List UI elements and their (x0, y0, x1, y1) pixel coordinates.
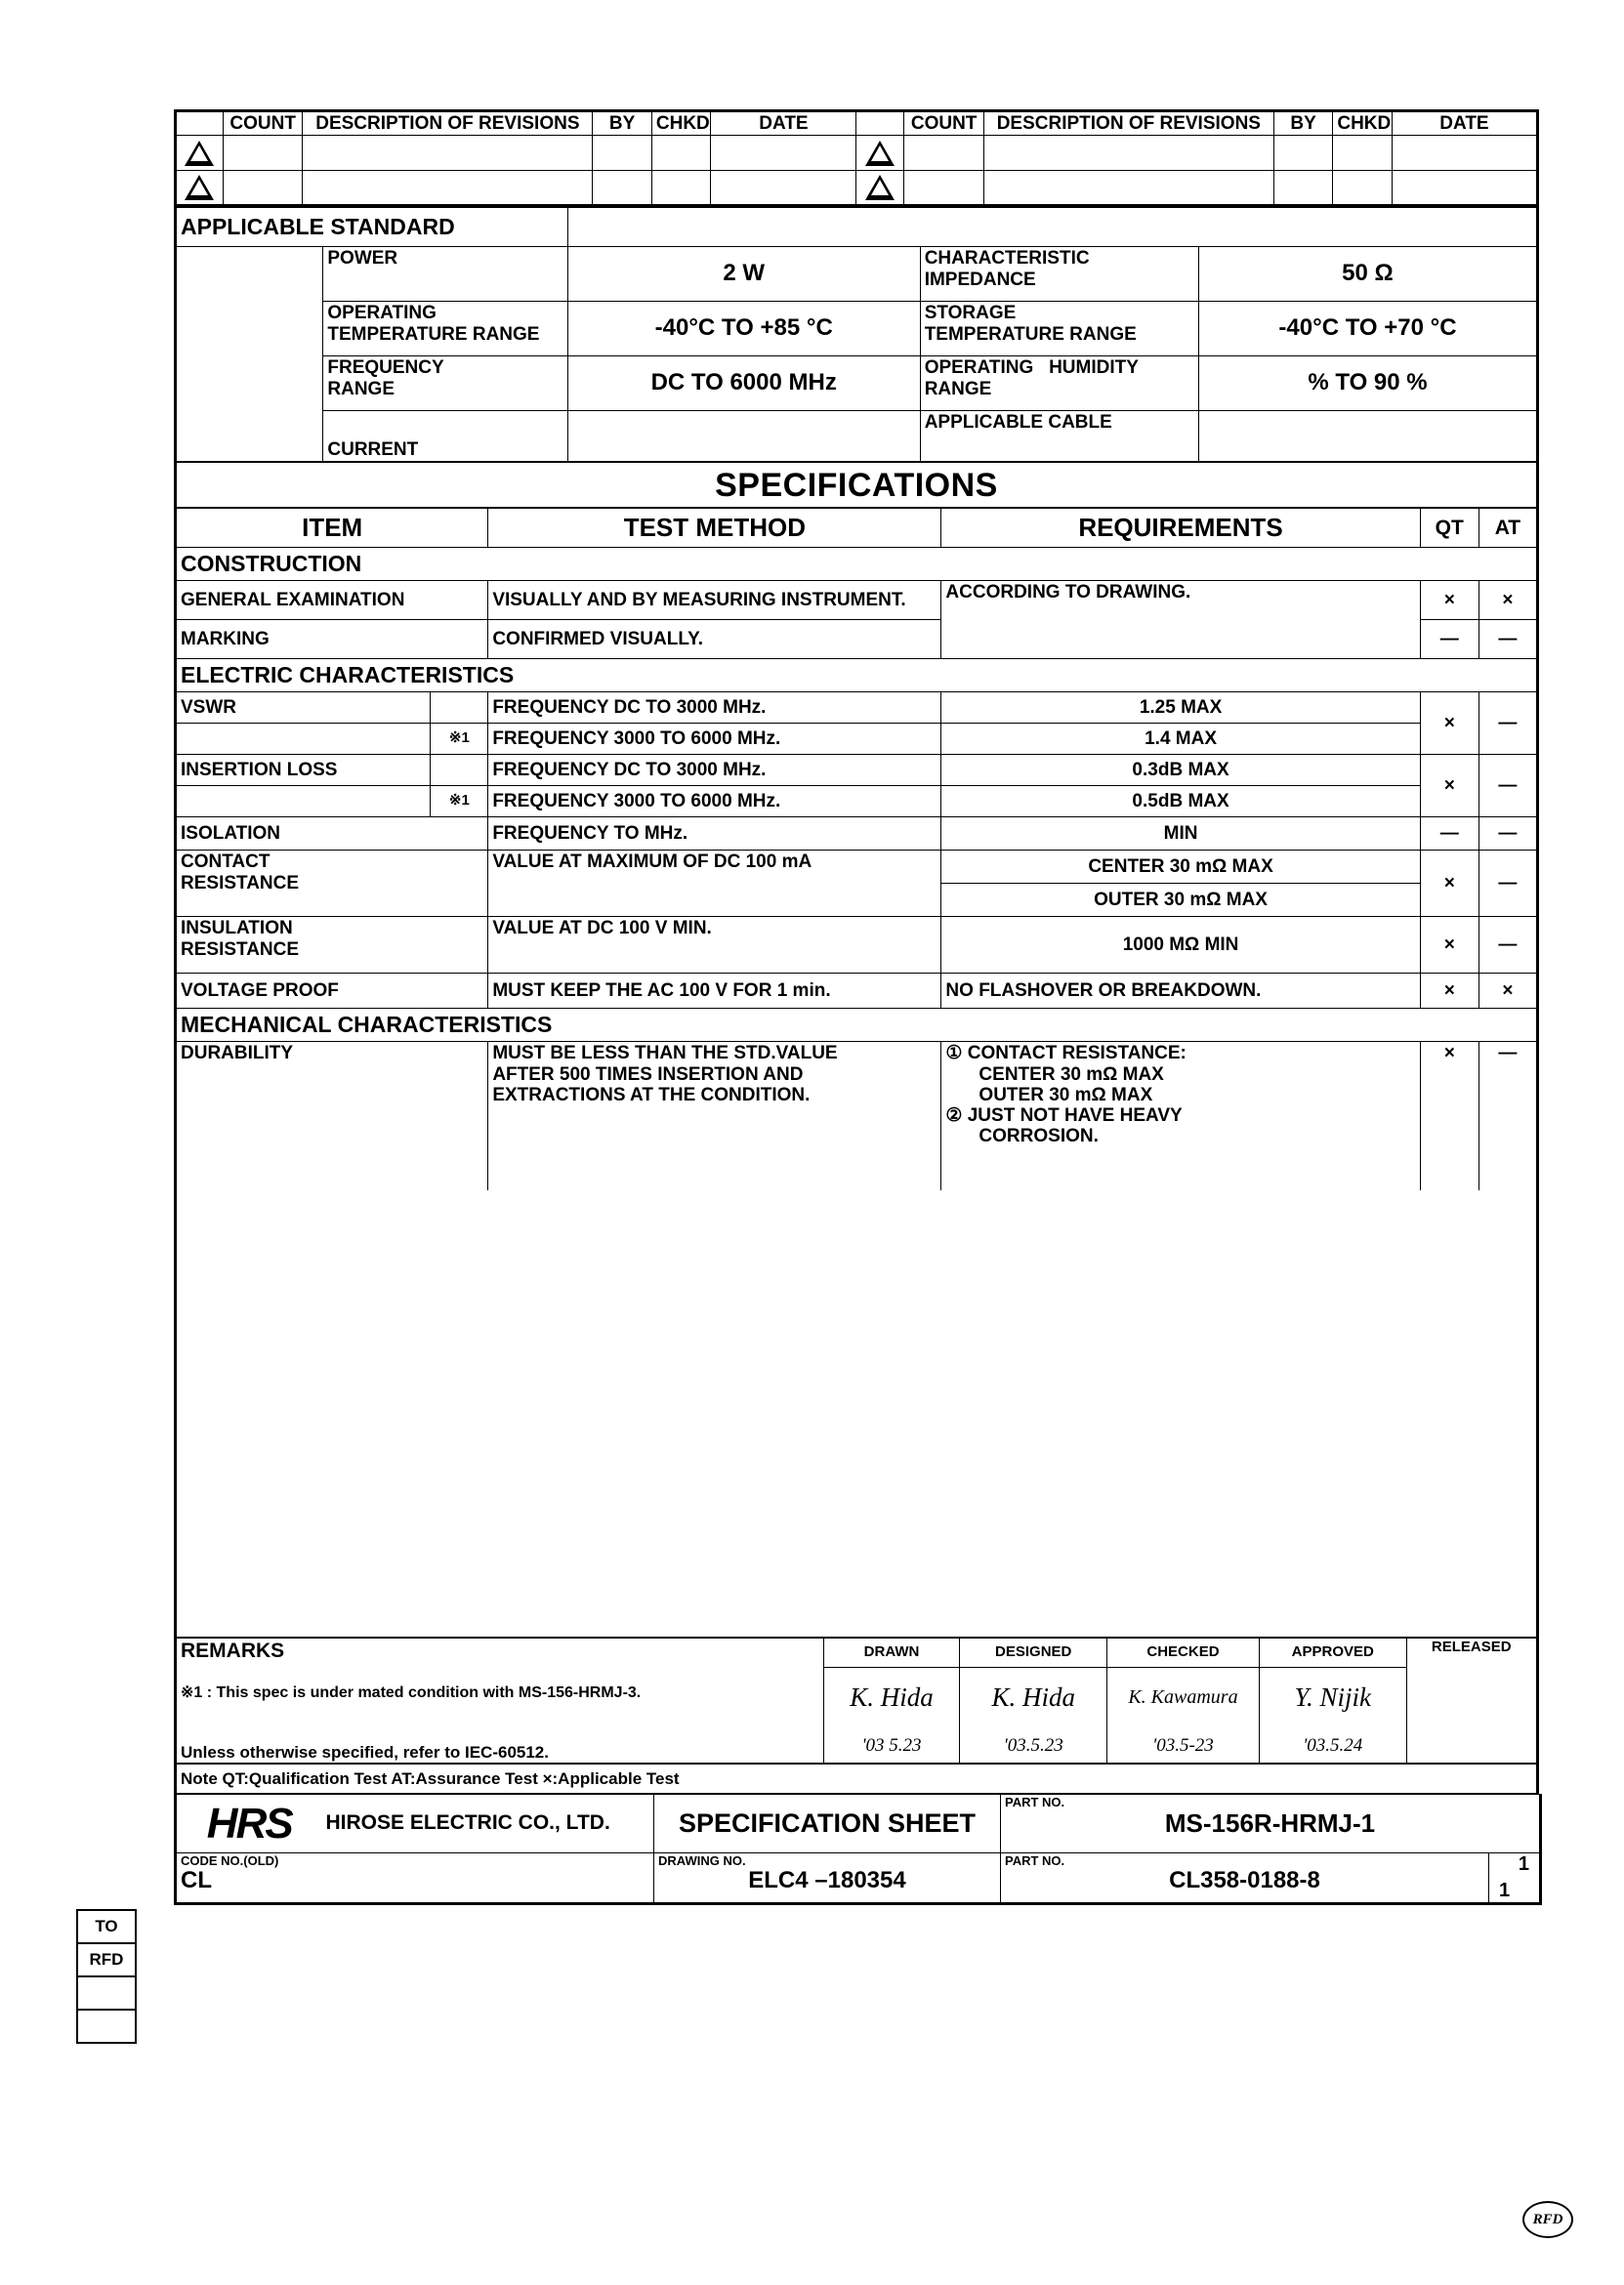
test-voltage-proof: MUST KEEP THE AC 100 V FOR 1 min. (488, 974, 941, 1009)
spec-row (176, 974, 1538, 1009)
rev-count-left (223, 136, 303, 171)
item-contact-resistance: CONTACT RESISTANCE (176, 851, 488, 917)
param-value-impedance: 50 Ω (1198, 247, 1537, 302)
req-contact-outer: OUTER 30 mΩ MAX (941, 884, 1420, 917)
stub-blank-1 (76, 1975, 137, 2011)
req-vswr-high: 1.4 MAX (941, 724, 1420, 755)
param-label-storage-temp: STORAGE TEMPERATURE RANGE (920, 302, 1198, 356)
note-qualification-assurance: Note QT:Qualification Test AT:Assurance Test ×:Applicable Test (176, 1764, 1538, 1793)
blank-fill-row (176, 1190, 1538, 1638)
date-designed: '03.5.23 (960, 1728, 1107, 1764)
req-durability-line5: CORROSION. (979, 1126, 1099, 1147)
section-heading-construction: CONSTRUCTION (176, 548, 1538, 581)
rev-count-header-right: COUNT (904, 111, 984, 136)
item-note-insertion-high: ※1 (431, 786, 488, 817)
rev-chkd-left (651, 136, 711, 171)
page-total: 1 (1518, 1853, 1530, 1876)
item-marking: MARKING (176, 620, 488, 659)
rev-desc-left (303, 136, 593, 171)
spec-col-item: ITEM (176, 509, 488, 548)
revision-triangle-marker (176, 136, 224, 171)
applicable-standard-table (174, 207, 1539, 462)
item-general-examination: GENERAL EXAMINATION (176, 581, 488, 620)
req-insertion-low: 0.3dB MAX (941, 755, 1420, 786)
remarks-approval-table (174, 1638, 1539, 1763)
section-heading-electric: ELECTRIC CHARACTERISTICS (176, 659, 1538, 692)
title-block-secondary-row (176, 1852, 1541, 1903)
test-insulation-resistance: VALUE AT DC 100 V MIN. (488, 917, 941, 974)
drawing-no-label: DRAWING NO. (658, 1852, 746, 1868)
drawing-sheet (174, 109, 1539, 2121)
rev-chkd-header-right: CHKD (1333, 111, 1393, 136)
qt-insulation-resistance: × (1420, 917, 1478, 974)
remarks-note-1: ※1 : This spec is under mated condition with MS-156-HRMJ-3. (181, 1683, 642, 1701)
part-no-label: PART NO. (1005, 1794, 1065, 1809)
triangle-icon (185, 141, 214, 166)
rev-date-right (1392, 171, 1537, 206)
page-current: 1 (1499, 1879, 1511, 1901)
item-durability: DURABILITY (176, 1042, 488, 1191)
param-value-storage-temp: -40°C TO +70 °C (1198, 302, 1537, 356)
section-heading-mechanical: MECHANICAL CHARACTERISTICS (176, 1009, 1538, 1042)
part-no-label-2: PART NO. (1005, 1852, 1065, 1868)
param-spacer-cell (176, 247, 323, 462)
at-general-examination: × (1478, 581, 1537, 620)
param-label-power: POWER (323, 247, 567, 302)
rev-by-header-left: BY (593, 111, 652, 136)
spec-col-requirements: REQUIREMENTS (941, 509, 1420, 548)
spec-row (176, 817, 1538, 851)
item-note-insertion (431, 755, 488, 786)
param-value-current (567, 411, 920, 462)
rev-count-header-left: COUNT (223, 111, 303, 136)
remarks-cell (176, 1639, 824, 1763)
revision-row (176, 136, 1538, 171)
signature-drawn: K. Hida (823, 1667, 960, 1728)
document-type: SPECIFICATION SHEET (654, 1794, 1001, 1852)
drawing-no-value: ELC4 –180354 (748, 1867, 906, 1894)
test-insertion-high: FREQUENCY 3000 TO 6000 MHz. (488, 786, 941, 817)
page-divider (1515, 1877, 1517, 1878)
req-durability-line4: ② JUST NOT HAVE HEAVY (945, 1105, 1183, 1127)
spec-col-qt: QT (1420, 509, 1478, 548)
rev-desc-header-right: DESCRIPTION OF REVISIONS (983, 111, 1273, 136)
rev-count-left (223, 171, 303, 206)
approval-col-checked: CHECKED (1107, 1639, 1260, 1667)
at-voltage-proof: × (1478, 974, 1537, 1009)
spec-row (176, 581, 1538, 620)
section-heading-row (176, 548, 1538, 581)
qt-isolation: — (1420, 817, 1478, 851)
at-vswr: — (1478, 692, 1537, 755)
signature-designed: K. Hida (960, 1667, 1107, 1728)
rev-by-left (593, 171, 652, 206)
part-no-value-2: CL358-0188-8 (1169, 1867, 1320, 1894)
qt-voltage-proof: × (1420, 974, 1478, 1009)
rev-desc-right (983, 136, 1273, 171)
test-vswr-low: FREQUENCY DC TO 3000 MHz. (488, 692, 941, 724)
param-label-frequency: FREQUENCY RANGE (323, 356, 567, 411)
at-isolation: — (1478, 817, 1537, 851)
item-vswr-cont (176, 724, 431, 755)
param-label-current: CURRENT (323, 411, 567, 462)
req-durability-line3: OUTER 30 mΩ MAX (979, 1084, 1153, 1105)
specifications-table (174, 508, 1539, 1638)
revision-triangle-marker (856, 136, 904, 171)
param-value-cable (1198, 411, 1537, 462)
signature-checked: K. Kawamura (1107, 1667, 1260, 1728)
spec-row (176, 692, 1538, 724)
spec-title-table (174, 462, 1539, 508)
test-vswr-high: FREQUENCY 3000 TO 6000 MHz. (488, 724, 941, 755)
code-number-cell (176, 1852, 654, 1903)
qt-marking: — (1420, 620, 1478, 659)
company-name: HIROSE ELECTRIC CO., LTD. (322, 1794, 654, 1852)
left-edge-stubs (76, 1909, 137, 2042)
triangle-icon (865, 141, 895, 166)
spec-row (176, 755, 1538, 786)
specifications-title: SPECIFICATIONS (176, 463, 1538, 508)
rev-desc-header-left: DESCRIPTION OF REVISIONS (303, 111, 593, 136)
rev-date-right (1392, 136, 1537, 171)
test-general-examination: VISUALLY AND BY MEASURING INSTRUMENT. (488, 581, 941, 620)
param-label-operating-temp: OPERATING TEMPERATURE RANGE (323, 302, 567, 356)
approval-col-released: RELEASED (1406, 1639, 1537, 1763)
triangle-icon (185, 175, 214, 200)
applicable-standard-label: APPLICABLE STANDARD (176, 208, 568, 247)
rev-chkd-left (651, 171, 711, 206)
rev-chkd-right (1333, 171, 1393, 206)
code-no-label: CODE NO.(OLD) (181, 1852, 279, 1868)
remarks-title: REMARKS (181, 1640, 285, 1663)
item-note-vswr-high: ※1 (431, 724, 488, 755)
rev-chkd-header-left: CHKD (651, 111, 711, 136)
param-value-humidity: % TO 90 % (1198, 356, 1537, 411)
test-marking: CONFIRMED VISUALLY. (488, 620, 941, 659)
test-durability (488, 1042, 941, 1191)
test-durability-line2: AFTER 500 TIMES INSERTION AND (492, 1063, 804, 1085)
param-value-operating-temp: -40°C TO +85 °C (567, 302, 920, 356)
spec-row (176, 724, 1538, 755)
spec-row-durability (176, 1042, 1538, 1191)
page-number-cell (1489, 1852, 1541, 1903)
item-insertion-cont (176, 786, 431, 817)
at-durability: — (1478, 1042, 1537, 1191)
stub-to: TO (76, 1909, 137, 1944)
revision-header-row (176, 111, 1538, 136)
test-durability-line3: EXTRACTIONS AT THE CONDITION. (492, 1084, 811, 1105)
rev-count-right (904, 171, 984, 206)
section-heading-row (176, 659, 1538, 692)
at-contact-resistance: — (1478, 851, 1537, 917)
spec-header-row (176, 509, 1538, 548)
rev-date-left (711, 171, 856, 206)
at-insulation-resistance: — (1478, 917, 1537, 974)
req-insulation-resistance: 1000 MΩ MIN (941, 917, 1420, 974)
applicable-standard-value (567, 208, 1537, 247)
item-note-vswr (431, 692, 488, 724)
note-line-table (174, 1764, 1539, 1794)
stub-rfd: RFD (76, 1942, 137, 1977)
test-durability-line1: MUST BE LESS THAN THE STD.VALUE (492, 1043, 838, 1064)
hrs-logo: HRS (176, 1794, 322, 1852)
rev-mark-col-right (856, 111, 904, 136)
part-number-cell (1001, 1794, 1541, 1852)
req-durability-line1: ① CONTACT RESISTANCE: (945, 1043, 1187, 1064)
spec-row (176, 851, 1538, 884)
item-insertion-loss: INSERTION LOSS (176, 755, 431, 786)
revision-row (176, 171, 1538, 206)
spec-col-at: AT (1478, 509, 1537, 548)
rev-desc-right (983, 171, 1273, 206)
item-isolation: ISOLATION (176, 817, 488, 851)
approval-col-designed: DESIGNED (960, 1639, 1107, 1667)
remarks-note-2: Unless otherwise specified, refer to IEC-60512. (181, 1742, 549, 1762)
approval-col-approved: APPROVED (1259, 1639, 1406, 1667)
remarks-header-row (176, 1639, 1538, 1667)
title-block-main-row (176, 1794, 1541, 1852)
date-drawn: '03 5.23 (823, 1728, 960, 1764)
rev-date-header-right: DATE (1392, 111, 1537, 136)
test-contact-resistance: VALUE AT MAXIMUM OF DC 100 mA (488, 851, 941, 917)
req-vswr-low: 1.25 MAX (941, 692, 1420, 724)
rev-by-header-right: BY (1273, 111, 1333, 136)
code-no-value: CL (181, 1867, 212, 1894)
approval-col-drawn: DRAWN (823, 1639, 960, 1667)
param-row-current (176, 411, 1538, 462)
triangle-icon (865, 175, 895, 200)
param-row-power (176, 247, 1538, 302)
param-row-frequency (176, 356, 1538, 411)
revision-table (174, 109, 1539, 207)
param-label-impedance: CHARACTERISTIC IMPEDANCE (920, 247, 1198, 302)
revision-triangle-marker (856, 171, 904, 206)
qt-insertion-loss: × (1420, 755, 1478, 817)
drawing-number-cell (654, 1852, 1001, 1903)
param-value-frequency: DC TO 6000 MHz (567, 356, 920, 411)
req-general-examination: ACCORDING TO DRAWING. (941, 581, 1420, 659)
applicable-standard-title-row (176, 208, 1538, 247)
param-label-humidity: OPERATING HUMIDITY RANGE (920, 356, 1198, 411)
rev-by-left (593, 136, 652, 171)
qt-durability: × (1420, 1042, 1478, 1191)
spec-row (176, 786, 1538, 817)
rev-by-right (1273, 171, 1333, 206)
part-no-value: MS-156R-HRMJ-1 (1164, 1808, 1376, 1839)
item-insulation-resistance: INSULATION RESISTANCE (176, 917, 488, 974)
item-vswr: VSWR (176, 692, 431, 724)
req-isolation: MIN (941, 817, 1420, 851)
req-contact-center: CENTER 30 mΩ MAX (941, 851, 1420, 884)
rfd-stamp: RFD (1522, 2201, 1573, 2238)
rev-mark-col-left (176, 111, 224, 136)
spec-row (176, 917, 1538, 974)
rev-date-left (711, 136, 856, 171)
item-voltage-proof: VOLTAGE PROOF (176, 974, 488, 1009)
rev-chkd-right (1333, 136, 1393, 171)
title-block-table (174, 1794, 1542, 1905)
rev-desc-left (303, 171, 593, 206)
req-insertion-high: 0.5dB MAX (941, 786, 1420, 817)
signature-approved: Y. Nijik (1259, 1667, 1406, 1728)
rev-date-header-left: DATE (711, 111, 856, 136)
spec-col-test-method: TEST METHOD (488, 509, 941, 548)
qt-general-examination: × (1420, 581, 1478, 620)
param-value-power: 2 W (567, 247, 920, 302)
rev-by-right (1273, 136, 1333, 171)
param-label-cable: APPLICABLE CABLE (920, 411, 1198, 462)
qt-contact-resistance: × (1420, 851, 1478, 917)
at-marking: — (1478, 620, 1537, 659)
stub-blank-2 (76, 2009, 137, 2044)
req-durability-line2: CENTER 30 mΩ MAX (979, 1063, 1164, 1085)
test-isolation: FREQUENCY TO MHz. (488, 817, 941, 851)
rev-count-right (904, 136, 984, 171)
param-row-operating-temp (176, 302, 1538, 356)
req-durability (941, 1042, 1420, 1191)
date-checked: '03.5-23 (1107, 1728, 1260, 1764)
qt-vswr: × (1420, 692, 1478, 755)
blank-area (176, 1190, 1538, 1638)
date-approved: '03.5.24 (1259, 1728, 1406, 1764)
test-insertion-low: FREQUENCY DC TO 3000 MHz. (488, 755, 941, 786)
part-number-2-cell (1001, 1852, 1489, 1903)
req-voltage-proof: NO FLASHOVER OR BREAKDOWN. (941, 974, 1420, 1009)
at-insertion-loss: — (1478, 755, 1537, 817)
revision-triangle-marker (176, 171, 224, 206)
section-heading-row (176, 1009, 1538, 1042)
